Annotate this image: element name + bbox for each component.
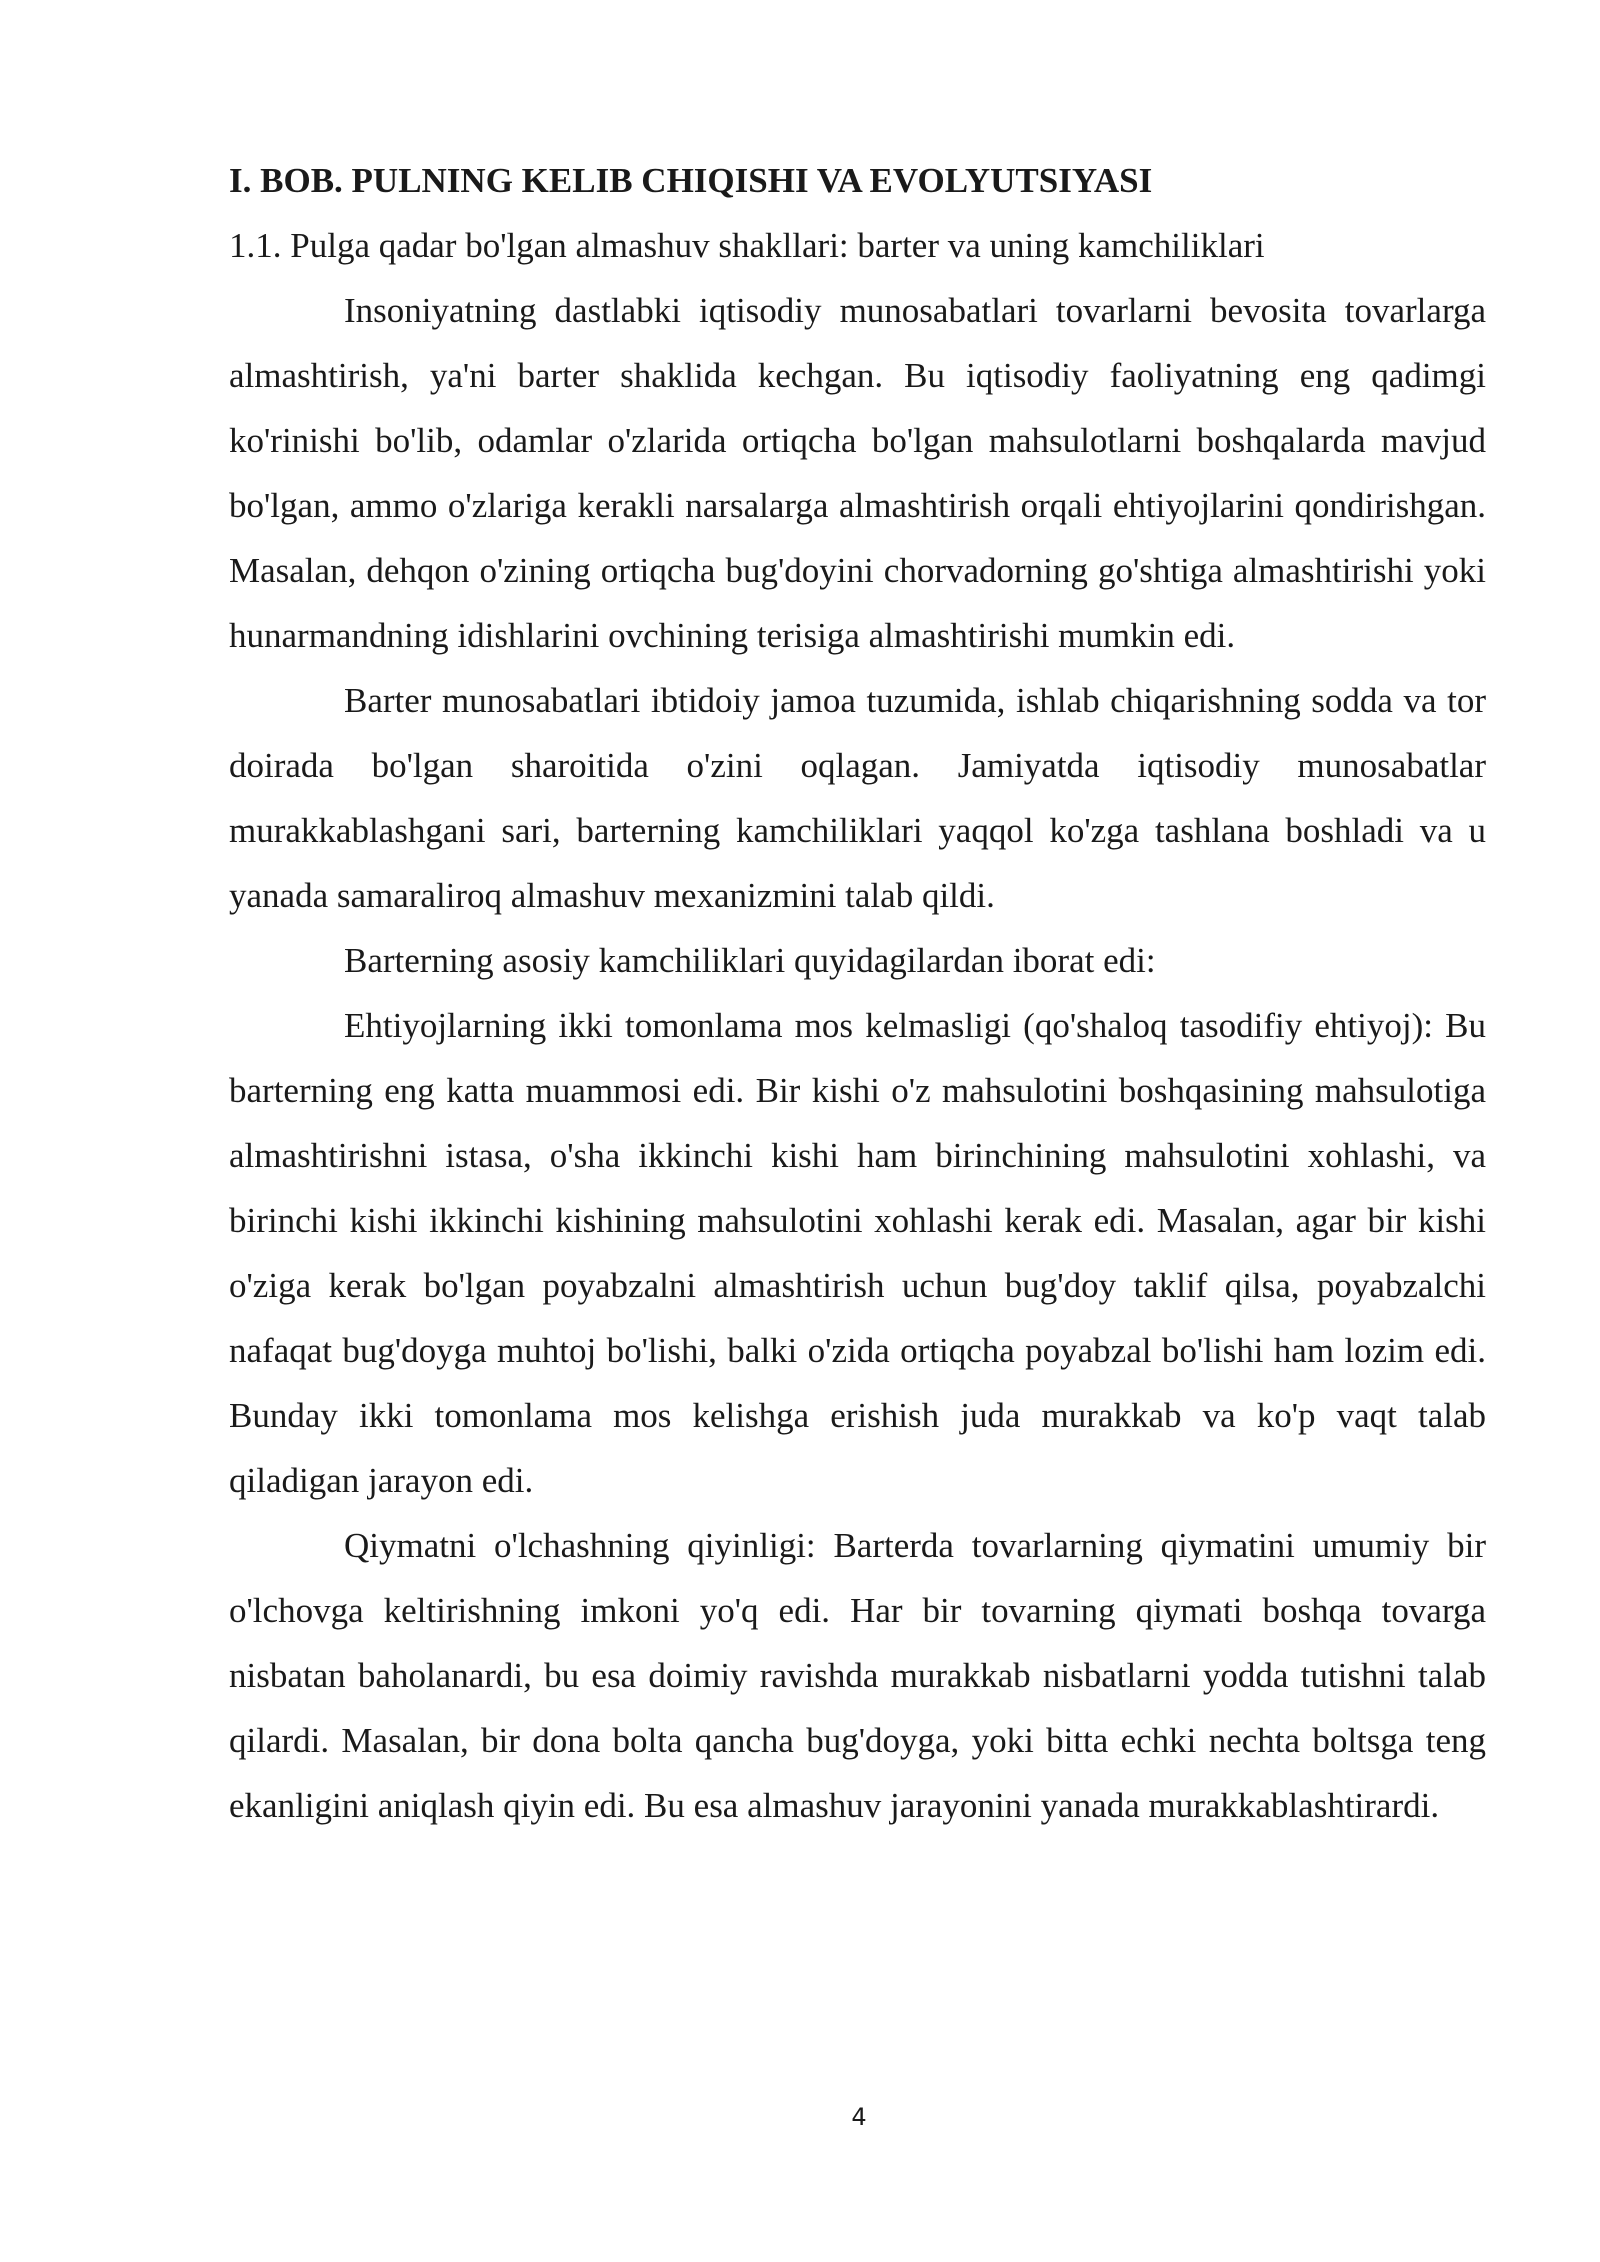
chapter-heading: I. BOB. PULNING KELIB CHIQISHI VA EVOLYUTSIYASI [229,161,1153,200]
paragraph: Barterning asosiy kamchiliklari quyidagilardan iborat edi: [344,941,1156,980]
page-body [229,148,1486,1838]
paragraph: Insoniyatning dastlabki iqtisodiy munosabatlari tovarlarni bevosita tovarlarga almashtirish, ya'ni barter shaklida kechgan. Bu iqtisodiy faoliyatning eng qadimgi ko'rinishi bo'lib, odamlar o'zlarida ortiqcha bo'lgan mahsulotlarni boshqalarda mavjud bo'lgan, ammo o'zlariga kerakli narsalarga almashtirish orqali ehtiyojlarini qondirishgan. Masalan, dehqon o'zining ortiqcha bug'doyini chorvadorning go'shtiga almashtirishi yoki hunarmandning idishlarini ovchining terisiga almashtirishi mumkin edi. [229,291,1486,655]
paragraph: Barter munosabatlari ibtidoiy jamoa tuzumida, ishlab chiqarishning sodda va tor doirada bo'lgan sharoitida o'zini oqlagan. Jamiyatda iqtisodiy munosabatlar murakkablashgani sari, barterning kamchiliklari yaqqol ko'zga tashlana boshladi va u yanada samaraliroq almashuv mexanizmini talab qildi. [229,681,1486,915]
paragraph: Qiymatni o'lchashning qiyinligi: Barterda tovarlarning qiymatini umumiy bir o'lchovga keltirishning imkoni yo'q edi. Har bir tovarning qiymati boshqa tovarga nisbatan baholanardi, bu esa doimiy ravishda murakkab nisbatlarni yodda tutishni talab qilardi. Masalan, bir dona bolta qancha bug'doyga, yoki bitta echki nechta boltsga teng ekanligini aniqlash qiyin edi. Bu esa almashuv jarayonini yanada murakkablashtirardi. [229,1526,1486,1825]
page-number: 4 [851,2103,867,2131]
paragraph: Ehtiyojlarning ikki tomonlama mos kelmasligi (qo'shaloq tasodifiy ehtiyoj): Bu barterning eng katta muammosi edi. Bir kishi o'z mahsulotini boshqasining mahsulotiga almashtirishni istasa, o'sha ikkinchi kishi ham birinchining mahsulotini xohlashi, va birinchi kishi ikkinchi kishining mahsulotini xohlashi kerak edi. Masalan, agar bir kishi o'ziga kerak bo'lgan poyabzalni almashtirish uchun bug'doy taklif qilsa, poyabzalchi nafaqat bug'doyga muhtoj bo'lishi, balki o'zida ortiqcha poyabzal bo'lishi ham lozim edi. Bunday ikki tomonlama mos kelishga erishish juda murakkab va ko'p vaqt talab qiladigan jarayon edi. [229,1006,1486,1500]
section-heading: 1.1. Pulga qadar bo'lgan almashuv shakllari: barter va uning kamchiliklari [229,226,1265,265]
